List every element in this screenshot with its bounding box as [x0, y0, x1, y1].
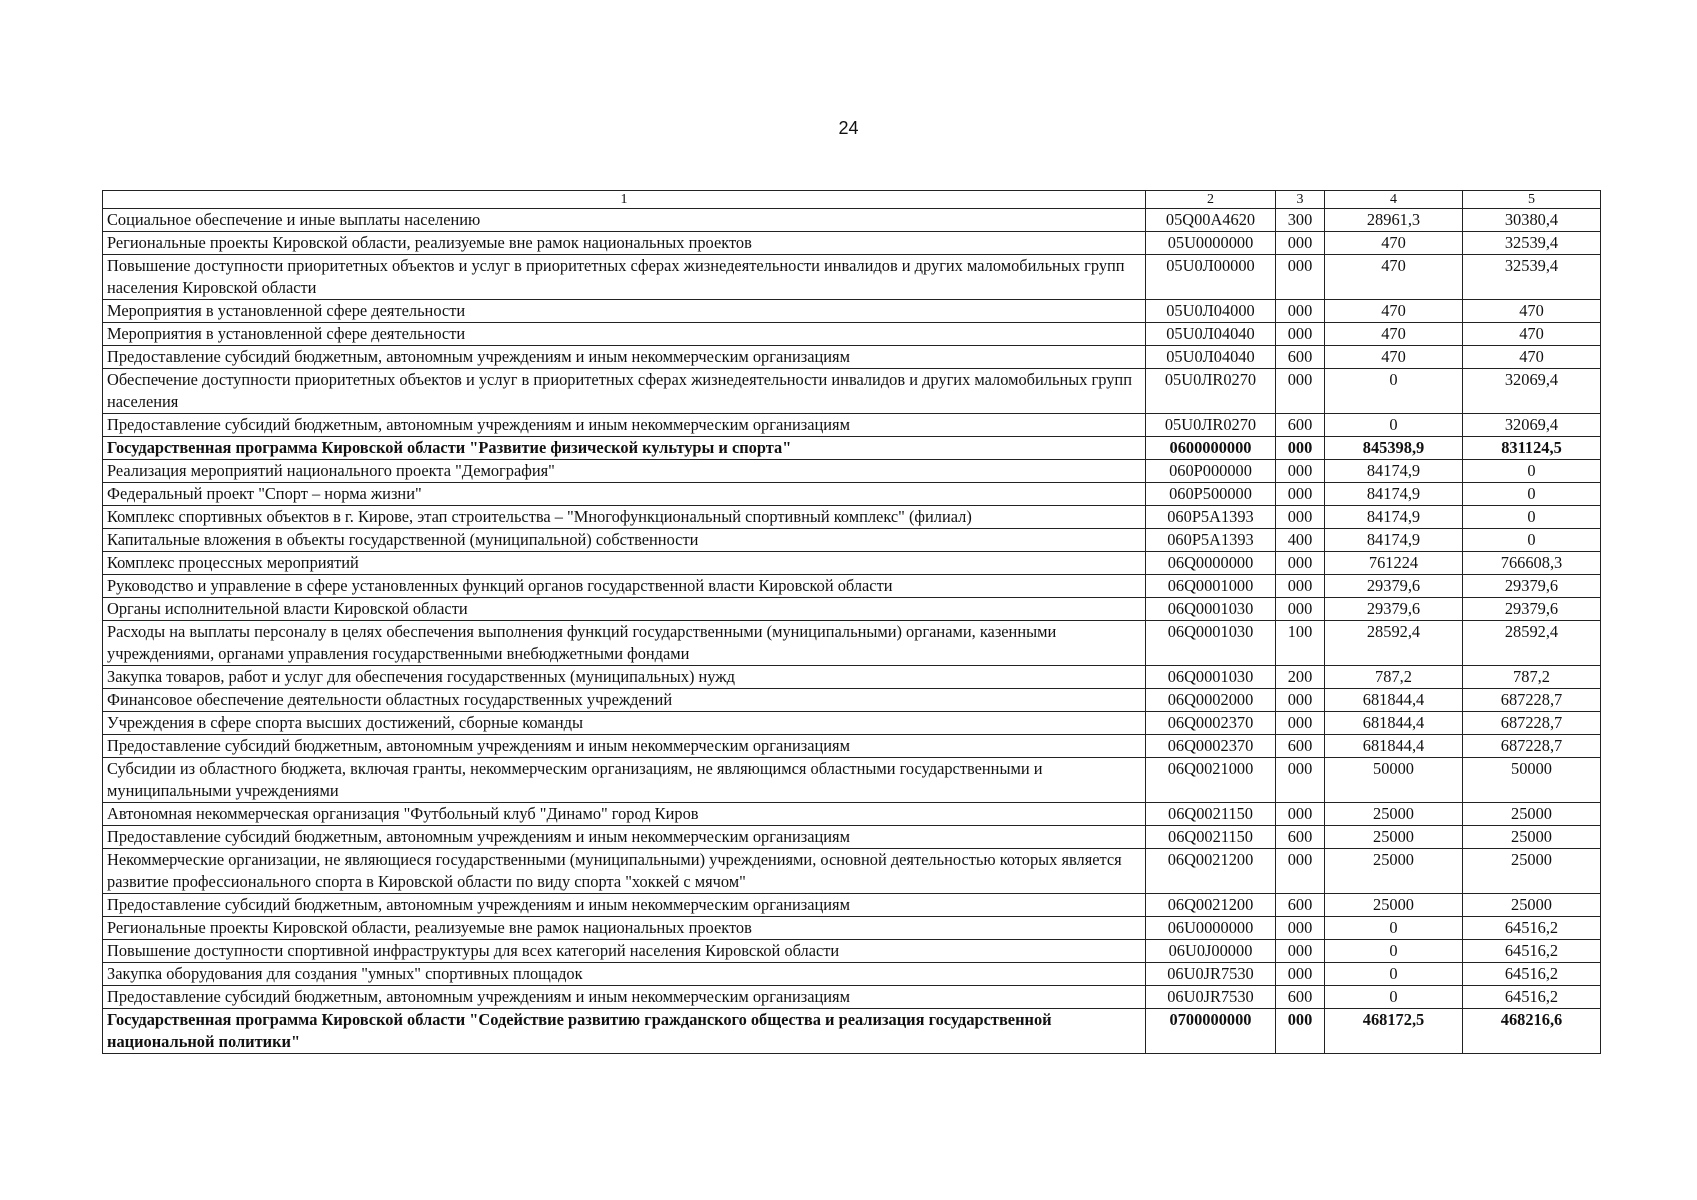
header-col-2: 2 — [1146, 191, 1276, 209]
row-name-cell: Автономная некоммерческая организация "Футбольный клуб "Динамо" город Киров — [103, 803, 1146, 826]
row-value-year1-cell: 0 — [1325, 414, 1463, 437]
row-value-year1-cell: 29379,6 — [1325, 598, 1463, 621]
table-row — [103, 437, 1601, 460]
row-name-cell: Государственная программа Кировской области "Развитие физической культуры и спорта" — [103, 437, 1146, 460]
row-name-cell: Закупка товаров, работ и услуг для обеспечения государственных (муниципальных) нужд — [103, 666, 1146, 689]
row-value-year1-cell: 0 — [1325, 963, 1463, 986]
row-value-year1-cell: 84174,9 — [1325, 506, 1463, 529]
table-row — [103, 803, 1601, 826]
row-value-year2-cell: 25000 — [1463, 849, 1601, 894]
row-value-year1-cell: 681844,4 — [1325, 735, 1463, 758]
row-value-year1-cell: 25000 — [1325, 826, 1463, 849]
row-type-cell: 400 — [1276, 529, 1325, 552]
row-code-cell: 05U0Л04000 — [1146, 300, 1276, 323]
row-code-cell: 060P5A1393 — [1146, 506, 1276, 529]
row-type-cell: 000 — [1276, 460, 1325, 483]
row-name-cell: Региональные проекты Кировской области, реализуемые вне рамок национальных проектов — [103, 232, 1146, 255]
table-row — [103, 414, 1601, 437]
row-code-cell: 0700000000 — [1146, 1009, 1276, 1054]
table-row — [103, 483, 1601, 506]
row-type-cell: 000 — [1276, 369, 1325, 414]
row-code-cell: 06Q0002370 — [1146, 735, 1276, 758]
row-name-cell: Социальное обеспечение и иные выплаты населению — [103, 209, 1146, 232]
row-type-cell: 000 — [1276, 940, 1325, 963]
row-type-cell: 000 — [1276, 849, 1325, 894]
row-value-year1-cell: 25000 — [1325, 803, 1463, 826]
row-type-cell: 600 — [1276, 735, 1325, 758]
row-name-cell: Финансовое обеспечение деятельности областных государственных учреждений — [103, 689, 1146, 712]
table-row — [103, 689, 1601, 712]
table-row — [103, 300, 1601, 323]
row-name-cell: Предоставление субсидий бюджетным, автономным учреждениям и иным некоммерческим организациям — [103, 894, 1146, 917]
table-row — [103, 346, 1601, 369]
row-value-year1-cell: 28592,4 — [1325, 621, 1463, 666]
row-name-cell: Федеральный проект "Спорт – норма жизни" — [103, 483, 1146, 506]
table-row — [103, 506, 1601, 529]
row-value-year2-cell: 470 — [1463, 323, 1601, 346]
row-value-year2-cell: 687228,7 — [1463, 712, 1601, 735]
row-value-year1-cell: 681844,4 — [1325, 689, 1463, 712]
row-value-year1-cell: 470 — [1325, 300, 1463, 323]
row-value-year1-cell: 84174,9 — [1325, 460, 1463, 483]
row-code-cell: 06Q0021150 — [1146, 826, 1276, 849]
table-row — [103, 460, 1601, 483]
row-code-cell: 06U0JR7530 — [1146, 963, 1276, 986]
row-name-cell: Органы исполнительной власти Кировской области — [103, 598, 1146, 621]
row-value-year1-cell: 761224 — [1325, 552, 1463, 575]
row-value-year2-cell: 470 — [1463, 346, 1601, 369]
row-code-cell: 06Q0021150 — [1146, 803, 1276, 826]
row-type-cell: 000 — [1276, 689, 1325, 712]
row-type-cell: 000 — [1276, 712, 1325, 735]
row-code-cell: 05U0Л04040 — [1146, 323, 1276, 346]
row-value-year2-cell: 0 — [1463, 529, 1601, 552]
table-row — [103, 323, 1601, 346]
row-name-cell: Некоммерческие организации, не являющиеся государственными (муниципальными) учреждениями, основной деятельностью которых является развитие профессионального спорта в Кировской области по виду спорта "хоккей с мячом" — [103, 849, 1146, 894]
row-name-cell: Государственная программа Кировской области "Содействие развитию гражданского общества и реализация государственной национальной политики" — [103, 1009, 1146, 1054]
table-row — [103, 598, 1601, 621]
budget-table — [102, 190, 1601, 1054]
row-value-year1-cell: 681844,4 — [1325, 712, 1463, 735]
header-row — [103, 191, 1601, 209]
row-name-cell: Предоставление субсидий бюджетным, автономным учреждениям и иным некоммерческим организациям — [103, 414, 1146, 437]
row-type-cell: 000 — [1276, 1009, 1325, 1054]
row-value-year1-cell: 470 — [1325, 323, 1463, 346]
row-value-year2-cell: 64516,2 — [1463, 917, 1601, 940]
row-name-cell: Мероприятия в установленной сфере деятельности — [103, 323, 1146, 346]
table-row — [103, 529, 1601, 552]
row-value-year2-cell: 32069,4 — [1463, 369, 1601, 414]
row-type-cell: 000 — [1276, 552, 1325, 575]
row-type-cell: 000 — [1276, 575, 1325, 598]
row-name-cell: Комплекс спортивных объектов в г. Кирове, этап строительства – "Многофункциональный спортивный комплекс" (филиал) — [103, 506, 1146, 529]
row-value-year1-cell: 25000 — [1325, 894, 1463, 917]
row-value-year2-cell: 766608,3 — [1463, 552, 1601, 575]
table-row — [103, 575, 1601, 598]
row-code-cell: 06Q0002000 — [1146, 689, 1276, 712]
row-code-cell: 060P500000 — [1146, 483, 1276, 506]
row-value-year2-cell: 787,2 — [1463, 666, 1601, 689]
row-value-year2-cell: 468216,6 — [1463, 1009, 1601, 1054]
row-type-cell: 000 — [1276, 232, 1325, 255]
row-value-year1-cell: 845398,9 — [1325, 437, 1463, 460]
row-name-cell: Субсидии из областного бюджета, включая гранты, некоммерческим организациям, не являющимся областными государственными и муниципальными учреждениями — [103, 758, 1146, 803]
row-name-cell: Повышение доступности приоритетных объектов и услуг в приоритетных сферах жизнедеятельности инвалидов и других маломобильных групп населения Кировской области — [103, 255, 1146, 300]
row-type-cell: 000 — [1276, 803, 1325, 826]
row-name-cell: Расходы на выплаты персоналу в целях обеспечения выполнения функций государственными (муниципальными) органами, казенными учреждениями, органами управления государственными внебюджетными фондами — [103, 621, 1146, 666]
row-code-cell: 06U0000000 — [1146, 917, 1276, 940]
row-code-cell: 06Q0001030 — [1146, 598, 1276, 621]
header-col-4: 4 — [1325, 191, 1463, 209]
row-value-year1-cell: 84174,9 — [1325, 529, 1463, 552]
row-code-cell: 06Q0001000 — [1146, 575, 1276, 598]
page-number: 24 — [838, 118, 859, 138]
row-type-cell: 600 — [1276, 346, 1325, 369]
row-value-year2-cell: 29379,6 — [1463, 598, 1601, 621]
row-type-cell: 600 — [1276, 414, 1325, 437]
row-code-cell: 05U0ЛR0270 — [1146, 414, 1276, 437]
row-code-cell: 06Q0001030 — [1146, 666, 1276, 689]
table-row — [103, 552, 1601, 575]
row-code-cell: 06Q0021000 — [1146, 758, 1276, 803]
table-row — [103, 735, 1601, 758]
header-col-1: 1 — [103, 191, 1146, 209]
table-row — [103, 1009, 1601, 1054]
row-type-cell: 000 — [1276, 917, 1325, 940]
table-row — [103, 986, 1601, 1009]
table-row — [103, 255, 1601, 300]
row-value-year2-cell: 64516,2 — [1463, 986, 1601, 1009]
row-value-year1-cell: 470 — [1325, 255, 1463, 300]
row-value-year2-cell: 32539,4 — [1463, 255, 1601, 300]
row-value-year1-cell: 25000 — [1325, 849, 1463, 894]
row-code-cell: 05U0000000 — [1146, 232, 1276, 255]
row-name-cell: Региональные проекты Кировской области, реализуемые вне рамок национальных проектов — [103, 917, 1146, 940]
row-value-year1-cell: 787,2 — [1325, 666, 1463, 689]
row-code-cell: 06Q0021200 — [1146, 894, 1276, 917]
table-row — [103, 712, 1601, 735]
row-type-cell: 000 — [1276, 323, 1325, 346]
row-code-cell: 05Q00A4620 — [1146, 209, 1276, 232]
row-type-cell: 000 — [1276, 300, 1325, 323]
row-type-cell: 300 — [1276, 209, 1325, 232]
row-code-cell: 06Q0021200 — [1146, 849, 1276, 894]
row-name-cell: Руководство и управление в сфере установленных функций органов государственной власти Кировской области — [103, 575, 1146, 598]
row-code-cell: 05U0Л04040 — [1146, 346, 1276, 369]
row-type-cell: 000 — [1276, 758, 1325, 803]
row-value-year2-cell: 28592,4 — [1463, 621, 1601, 666]
row-name-cell: Капитальные вложения в объекты государственной (муниципальной) собственности — [103, 529, 1146, 552]
table-row — [103, 894, 1601, 917]
row-value-year2-cell: 29379,6 — [1463, 575, 1601, 598]
row-code-cell: 06U0JR7530 — [1146, 986, 1276, 1009]
row-name-cell: Повышение доступности спортивной инфраструктуры для всех категорий населения Кировской области — [103, 940, 1146, 963]
table-row — [103, 666, 1601, 689]
row-value-year2-cell: 25000 — [1463, 826, 1601, 849]
row-value-year1-cell: 28961,3 — [1325, 209, 1463, 232]
row-name-cell: Предоставление субсидий бюджетным, автономным учреждениям и иным некоммерческим организациям — [103, 735, 1146, 758]
row-value-year2-cell: 32069,4 — [1463, 414, 1601, 437]
table-row — [103, 209, 1601, 232]
table-row — [103, 369, 1601, 414]
row-code-cell: 06Q0002370 — [1146, 712, 1276, 735]
row-value-year1-cell: 0 — [1325, 369, 1463, 414]
row-name-cell: Мероприятия в установленной сфере деятельности — [103, 300, 1146, 323]
row-value-year1-cell: 0 — [1325, 917, 1463, 940]
row-value-year2-cell: 64516,2 — [1463, 940, 1601, 963]
table-row — [103, 232, 1601, 255]
row-value-year1-cell: 84174,9 — [1325, 483, 1463, 506]
row-value-year2-cell: 32539,4 — [1463, 232, 1601, 255]
row-value-year2-cell: 687228,7 — [1463, 689, 1601, 712]
row-type-cell: 000 — [1276, 483, 1325, 506]
row-name-cell: Комплекс процессных мероприятий — [103, 552, 1146, 575]
row-type-cell: 000 — [1276, 437, 1325, 460]
row-name-cell: Предоставление субсидий бюджетным, автономным учреждениям и иным некоммерческим организациям — [103, 986, 1146, 1009]
row-value-year1-cell: 29379,6 — [1325, 575, 1463, 598]
table-row — [103, 917, 1601, 940]
row-type-cell: 000 — [1276, 598, 1325, 621]
row-type-cell: 000 — [1276, 963, 1325, 986]
row-value-year2-cell: 0 — [1463, 506, 1601, 529]
header-col-5: 5 — [1463, 191, 1601, 209]
row-value-year1-cell: 470 — [1325, 232, 1463, 255]
row-value-year2-cell: 30380,4 — [1463, 209, 1601, 232]
row-type-cell: 600 — [1276, 894, 1325, 917]
row-value-year1-cell: 468172,5 — [1325, 1009, 1463, 1054]
row-type-cell: 000 — [1276, 506, 1325, 529]
row-code-cell: 060P5A1393 — [1146, 529, 1276, 552]
row-value-year1-cell: 470 — [1325, 346, 1463, 369]
row-name-cell: Обеспечение доступности приоритетных объектов и услуг в приоритетных сферах жизнедеятельности инвалидов и других маломобильных групп населения — [103, 369, 1146, 414]
table-row — [103, 826, 1601, 849]
table-row — [103, 849, 1601, 894]
row-code-cell: 05U0ЛR0270 — [1146, 369, 1276, 414]
row-type-cell: 000 — [1276, 255, 1325, 300]
row-type-cell: 600 — [1276, 826, 1325, 849]
row-value-year2-cell: 50000 — [1463, 758, 1601, 803]
row-value-year2-cell: 687228,7 — [1463, 735, 1601, 758]
row-type-cell: 100 — [1276, 621, 1325, 666]
row-value-year2-cell: 64516,2 — [1463, 963, 1601, 986]
row-name-cell: Предоставление субсидий бюджетным, автономным учреждениям и иным некоммерческим организациям — [103, 346, 1146, 369]
row-code-cell: 05U0Л00000 — [1146, 255, 1276, 300]
row-type-cell: 200 — [1276, 666, 1325, 689]
row-code-cell: 060P000000 — [1146, 460, 1276, 483]
row-code-cell: 0600000000 — [1146, 437, 1276, 460]
row-code-cell: 06Q0000000 — [1146, 552, 1276, 575]
row-name-cell: Предоставление субсидий бюджетным, автономным учреждениям и иным некоммерческим организациям — [103, 826, 1146, 849]
row-value-year1-cell: 50000 — [1325, 758, 1463, 803]
row-value-year1-cell: 0 — [1325, 940, 1463, 963]
row-type-cell: 600 — [1276, 986, 1325, 1009]
row-name-cell: Учреждения в сфере спорта высших достижений, сборные команды — [103, 712, 1146, 735]
row-value-year2-cell: 0 — [1463, 460, 1601, 483]
row-code-cell: 06Q0001030 — [1146, 621, 1276, 666]
row-code-cell: 06U0J00000 — [1146, 940, 1276, 963]
table-row — [103, 963, 1601, 986]
row-value-year2-cell: 0 — [1463, 483, 1601, 506]
row-value-year2-cell: 470 — [1463, 300, 1601, 323]
row-name-cell: Закупка оборудования для создания "умных" спортивных площадок — [103, 963, 1146, 986]
row-value-year1-cell: 0 — [1325, 986, 1463, 1009]
table-row — [103, 940, 1601, 963]
table-body — [103, 209, 1601, 1054]
table-row — [103, 621, 1601, 666]
row-value-year2-cell: 831124,5 — [1463, 437, 1601, 460]
row-value-year2-cell: 25000 — [1463, 803, 1601, 826]
table-row — [103, 758, 1601, 803]
row-name-cell: Реализация мероприятий национального проекта "Демография" — [103, 460, 1146, 483]
header-col-3: 3 — [1276, 191, 1325, 209]
row-value-year2-cell: 25000 — [1463, 894, 1601, 917]
